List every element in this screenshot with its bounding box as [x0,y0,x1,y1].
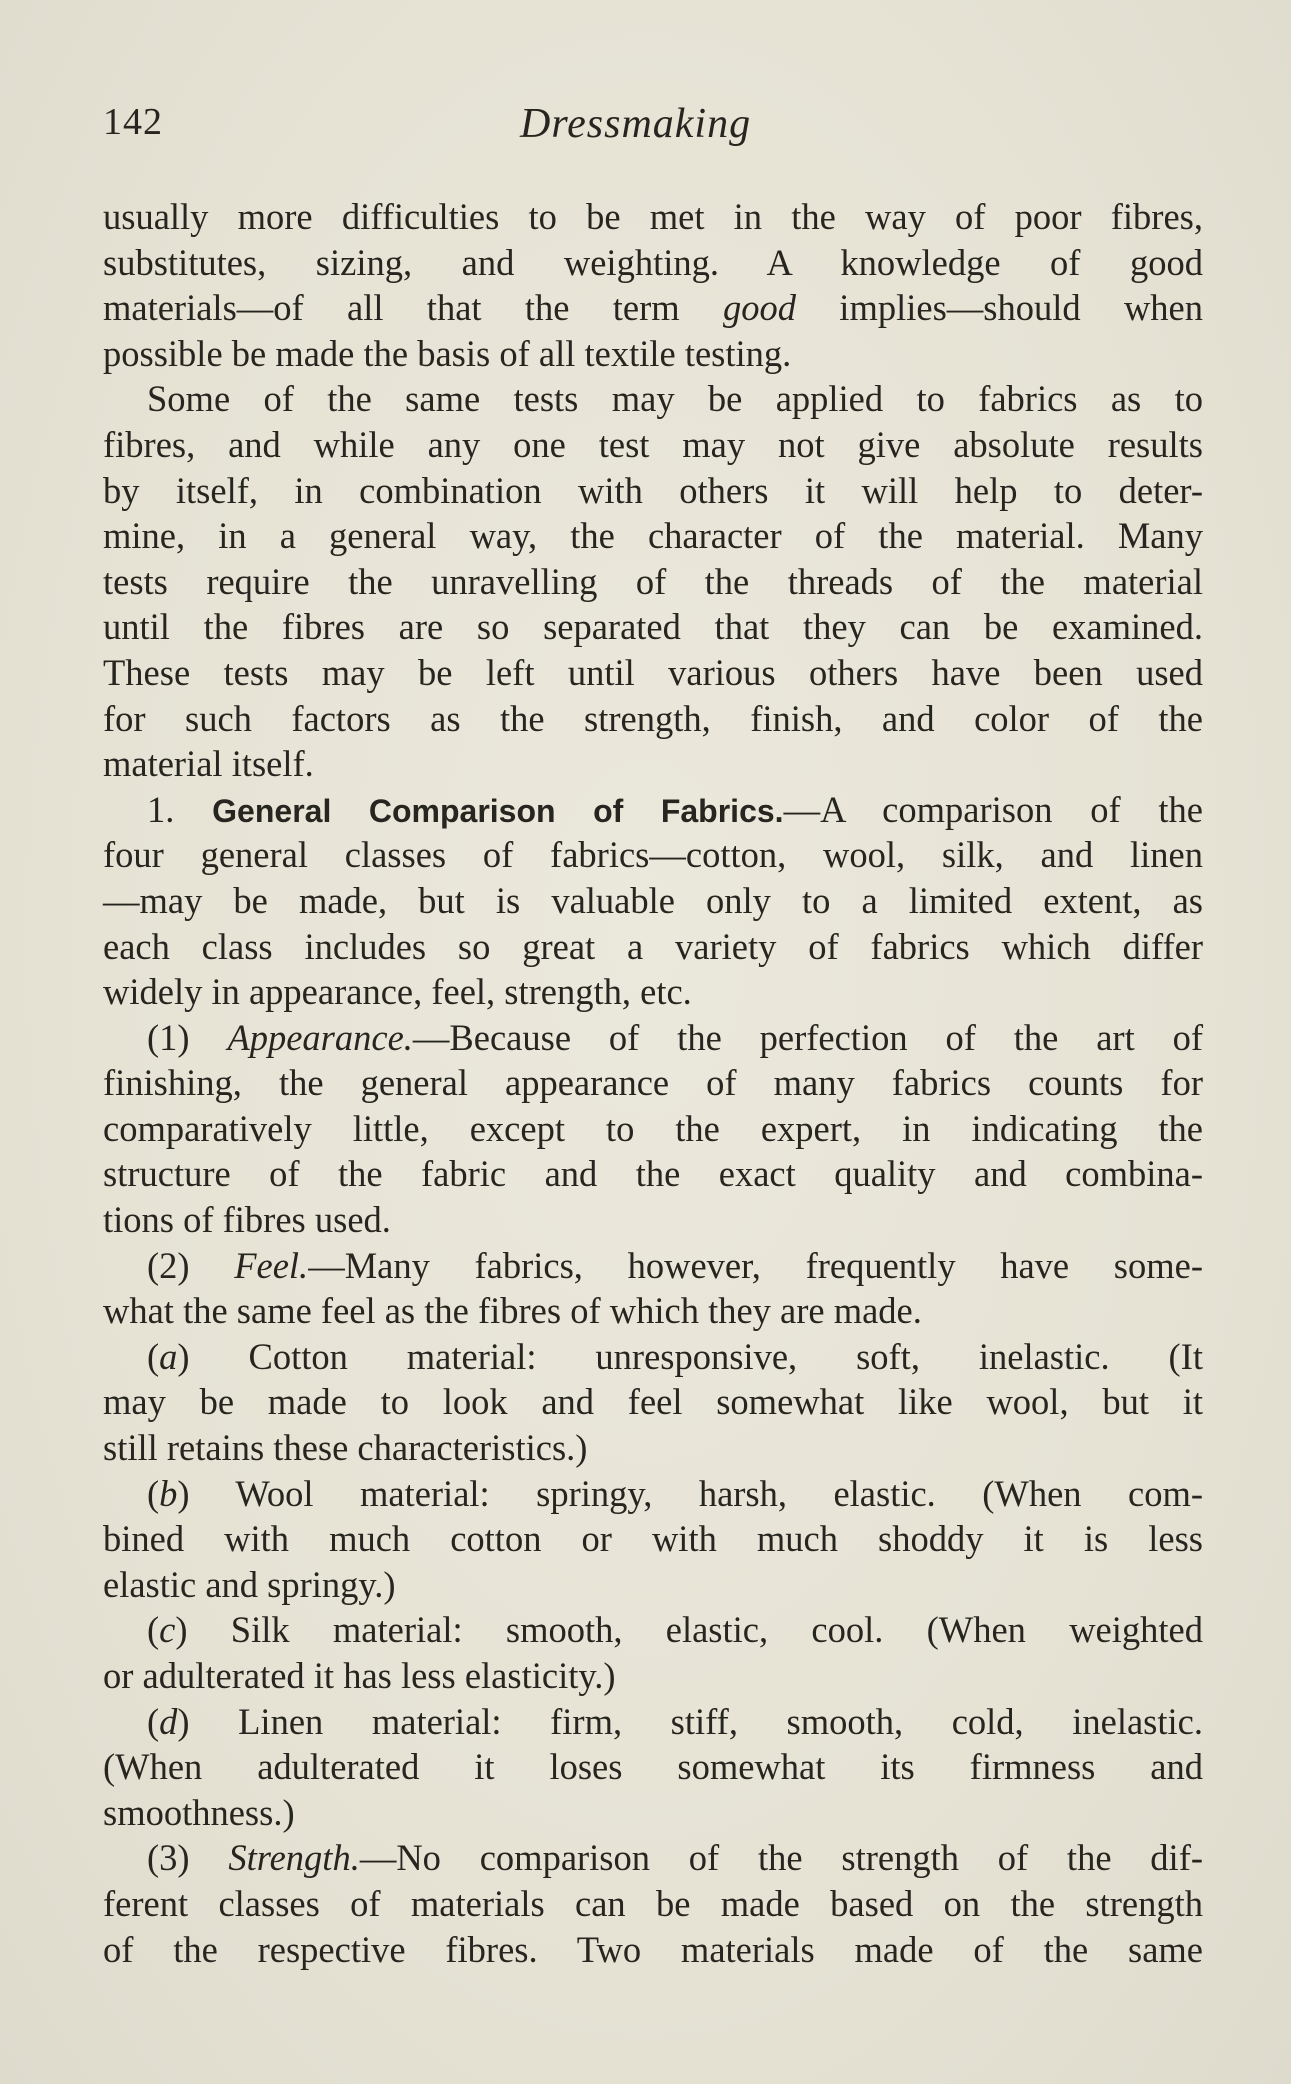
text-line: until the fibres are so separated that they can be examined. [103,606,1203,648]
page-number: 142 [103,101,163,143]
text-line: ferent classes of materials can be made based on the strength [103,1882,1203,1924]
section-heading-line: 1. General Comparison of Fabrics.—A comparison of the [147,788,1204,830]
list-item-line: (d) Linen material: firm, stiff, smooth, cold, inelastic. [147,1700,1203,1742]
text-line: materials—of all that the term good implies—should when [103,287,1204,329]
list-item-line: (b) Wool material: springy, harsh, elastic. (When com- [147,1472,1203,1514]
text-line: for such factors as the strength, finish, and color of the [103,697,1203,739]
text-line: elastic and springy.) [103,1563,396,1605]
text-line: each class includes so great a variety of fabrics which differ [103,925,1203,967]
text-line: usually more difficulties to be met in the way of poor fibres, [103,196,1203,237]
page-header [103,100,1203,160]
subsection-line: (3) Strength.—No comparison of the strength of the dif- [147,1837,1204,1879]
text-line: of the respective fibres. Two materials made of the same [103,1928,1203,1970]
text-line: structure of the fabric and the exact quality and combina- [103,1153,1203,1195]
running-head: Dressmaking [520,101,752,147]
text-line: by itself, in combination with others it will help to deter- [103,469,1203,511]
subsection-line: (1) Appearance.—Because of the perfection of the art of [147,1016,1203,1058]
text-line: tests require the unravelling of the threads of the material [103,560,1203,602]
text-line: still retains these characteristics.) [103,1427,588,1469]
text-line: comparatively little, except to the expert, in indicating the [103,1107,1203,1149]
text-line: These tests may be left until various others have been used [103,651,1203,693]
text-line: may be made to look and feel somewhat like wool, but it [103,1381,1203,1423]
text-line: widely in appearance, feel, strength, etc. [103,971,692,1013]
text-line: —may be made, but is valuable only to a limited extent, as [103,879,1203,921]
text-line: smoothness.) [103,1791,295,1833]
text-line: tions of fibres used. [103,1199,391,1241]
text-line: four general classes of fabrics—cotton, wool, silk, and linen [103,834,1203,876]
text-line: Some of the same tests may be applied to fabrics as to [147,378,1203,420]
text-line: possible be made the basis of all textile testing. [103,332,792,374]
text-line: (When adulterated it loses somewhat its firmness and [103,1746,1203,1788]
subsection-line: (2) Feel.—Many fabrics, however, frequently have some- [147,1244,1203,1286]
text-line: fibres, and while any one test may not give absolute results [103,423,1203,465]
text-line: bined with much cotton or with much shoddy it is less [103,1518,1203,1560]
list-item-line: (c) Silk material: smooth, elastic, cool. (When weighted [147,1609,1203,1651]
page-body [103,194,1203,1972]
text-line: material itself. [103,743,314,785]
text-line: substitutes, sizing, and weighting. A knowledge of good [103,241,1203,283]
text-line: what the same feel as the fibres of which they are made. [103,1290,922,1332]
text-line: finishing, the general appearance of many fabrics counts for [103,1062,1203,1104]
text-line: or adulterated it has less elasticity.) [103,1655,616,1696]
text-line: mine, in a general way, the character of the material. Many [103,515,1203,557]
list-item-line: (a) Cotton material: unresponsive, soft, inelastic. (It [147,1335,1203,1377]
